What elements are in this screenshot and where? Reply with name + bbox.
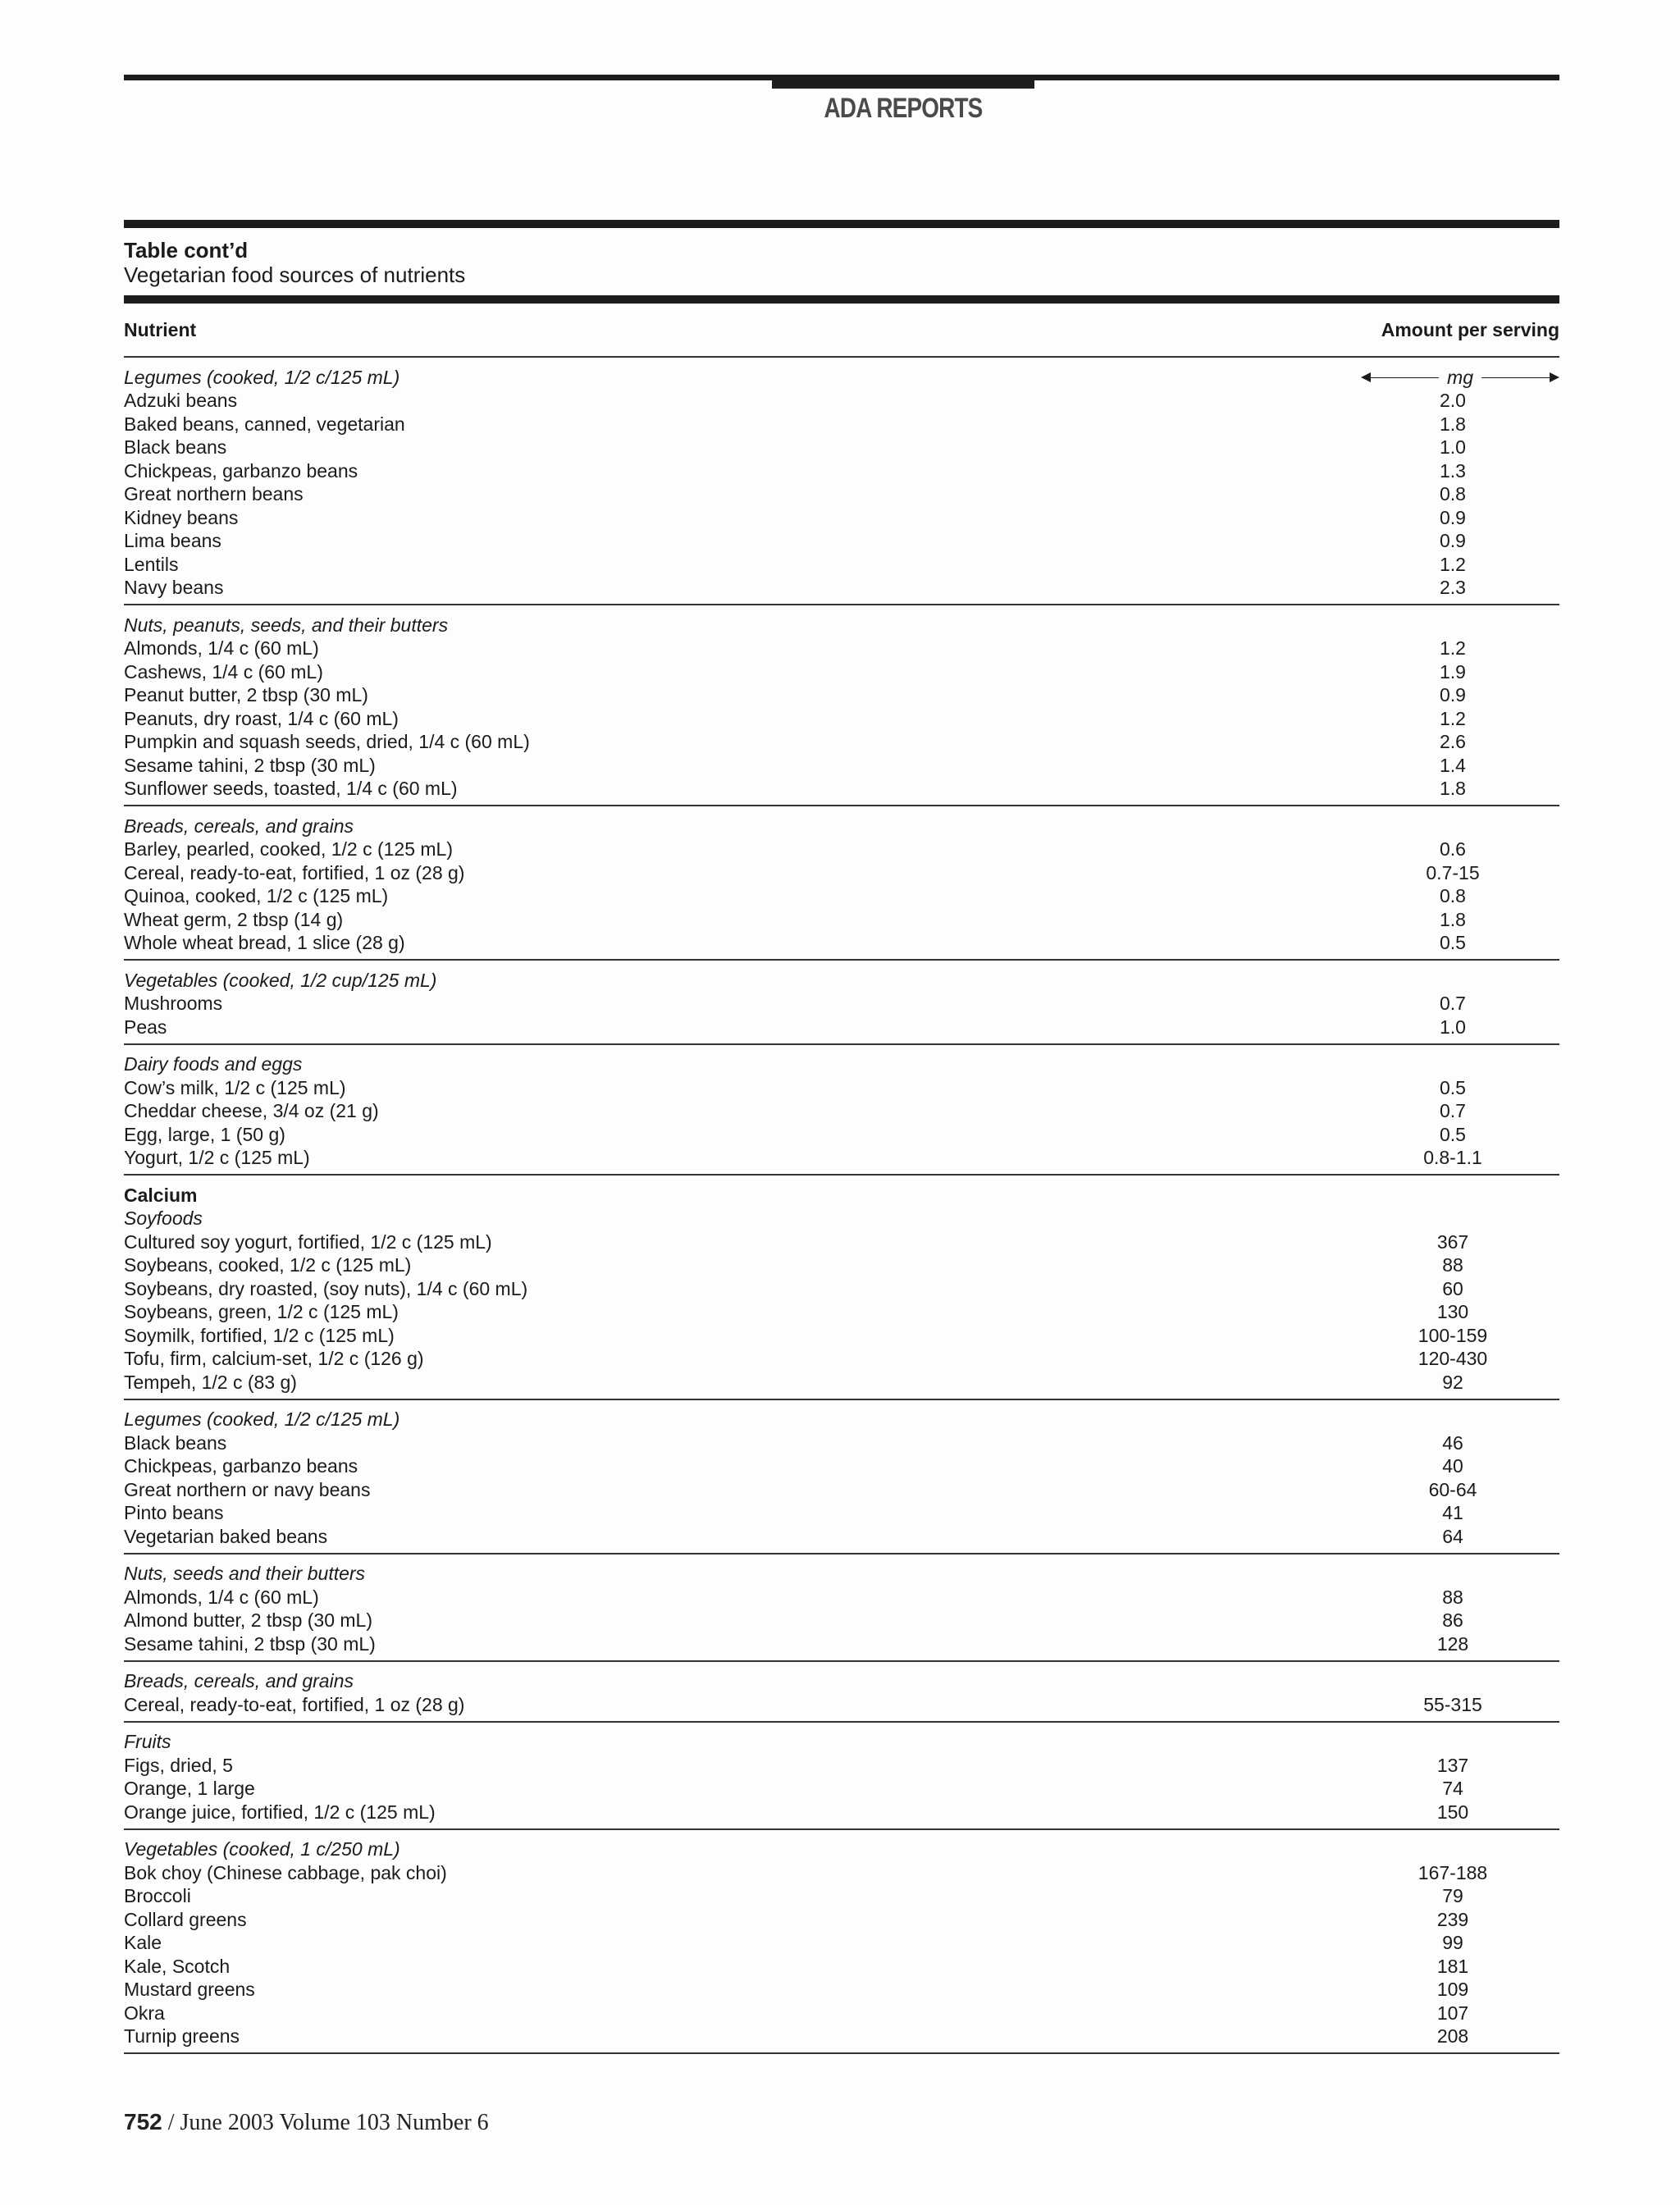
food-name: Orange, 1 large: [124, 1778, 255, 1800]
food-name: Sunflower seeds, toasted, 1/4 c (60 mL): [124, 778, 458, 800]
table-row: [124, 754, 1559, 778]
amount-value: 2.6: [1440, 731, 1466, 753]
amount-value: 0.7: [1440, 1100, 1466, 1122]
food-name: Almond butter, 2 tbsp (30 mL): [124, 1609, 372, 1632]
amount-value: 0.8: [1440, 483, 1466, 505]
food-name: Cereal, ready-to-eat, fortified, 1 oz (28 g): [124, 1693, 465, 1715]
column-header-amount: Amount per serving: [1381, 318, 1559, 340]
food-name: Vegetables (cooked, 1/2 cup/125 mL): [124, 969, 437, 991]
amount-value: 0.8-1.1: [1423, 1147, 1482, 1169]
food-name: Tofu, firm, calcium-set, 1/2 c (126 g): [124, 1348, 424, 1370]
table-row: [124, 731, 1559, 755]
table-row: [124, 1371, 1559, 1395]
food-name: Black beans: [124, 436, 227, 459]
table-row-group: [124, 1400, 1559, 1554]
table-section-heading: [124, 1053, 1559, 1077]
food-name: Breads, cereals, and grains: [124, 1670, 354, 1692]
amount-value: 0.6: [1440, 838, 1466, 861]
food-name: Nuts, peanuts, seeds, and their butters: [124, 614, 449, 636]
amount-value: 41: [1442, 1502, 1463, 1524]
amount-value: 40: [1442, 1455, 1463, 1477]
amount-value: 367: [1436, 1230, 1469, 1253]
food-name: Peanuts, dry roast, 1/4 c (60 mL): [124, 707, 399, 729]
table-section-heading: [124, 614, 1559, 637]
amount-value: 0.5: [1440, 932, 1466, 954]
food-name: Legumes (cooked, 1/2 c/125 mL): [124, 1408, 400, 1431]
table-row: [124, 1076, 1559, 1100]
food-name: Turnip greens: [124, 2025, 240, 2048]
amount-value: 74: [1442, 1778, 1463, 1800]
table-row: [124, 459, 1559, 483]
table-row: [124, 1693, 1559, 1717]
table-row: [124, 1147, 1559, 1171]
table-row-group: [124, 1176, 1559, 1400]
table-row: [124, 1754, 1559, 1778]
table-row-group: [124, 1662, 1559, 1723]
table-row-group: [124, 1045, 1559, 1176]
food-name: Okra: [124, 2002, 165, 2024]
amount-value: 0.7: [1440, 993, 1466, 1015]
table-row: [124, 778, 1559, 801]
arrow-left-icon: [1361, 372, 1439, 382]
food-name: Pumpkin and squash seeds, dried, 1/4 c (60 mL): [124, 731, 530, 753]
table-row: [124, 1861, 1559, 1885]
food-name: Baked beans, canned, vegetarian: [124, 413, 405, 435]
table-row: [124, 530, 1559, 554]
amount-value: 109: [1436, 1979, 1469, 2001]
food-name: Dairy foods and eggs: [124, 1053, 303, 1075]
food-name: Nuts, seeds and their butters: [124, 1563, 366, 1585]
food-name: Great northern beans: [124, 483, 304, 505]
table-row: [124, 2002, 1559, 2025]
amount-value: 130: [1436, 1301, 1469, 1323]
page-header: [124, 75, 1559, 124]
amount-value: 167-188: [1418, 1861, 1488, 1883]
amount-value: 0.5: [1440, 1123, 1466, 1145]
table-section-heading: [124, 1208, 1559, 1231]
food-name: Peanut butter, 2 tbsp (30 mL): [124, 684, 368, 706]
amount-value: 137: [1436, 1754, 1469, 1776]
food-name: Wheat germ, 2 tbsp (14 g): [124, 908, 344, 930]
unit-label: mg: [1447, 366, 1473, 388]
table-row: [124, 1932, 1559, 1956]
amount-value: 1.9: [1440, 660, 1466, 682]
food-name: Chickpeas, garbanzo beans: [124, 459, 358, 482]
table-row: [124, 1609, 1559, 1633]
table-row: [124, 707, 1559, 731]
table-row-group: [124, 1830, 1559, 2055]
food-name: Black beans: [124, 1431, 227, 1454]
amount-value: 46: [1442, 1431, 1463, 1454]
amount-value: 128: [1436, 1632, 1469, 1655]
food-name: Orange juice, fortified, 1/2 c (125 mL): [124, 1801, 436, 1823]
amount-value: 79: [1442, 1885, 1463, 1907]
food-name: Cereal, ready-to-eat, fortified, 1 oz (28 g): [124, 861, 465, 883]
table-row-group: [124, 1554, 1559, 1662]
food-name: Whole wheat bread, 1 slice (28 g): [124, 932, 405, 954]
table-row: [124, 1885, 1559, 1909]
table-section-heading: [124, 1408, 1559, 1432]
table-row: [124, 1301, 1559, 1325]
food-name: Calcium: [124, 1184, 198, 1206]
amount-value: 1.0: [1440, 436, 1466, 459]
table-caption: Vegetarian food sources of nutrients: [124, 262, 466, 287]
food-name: Cow’s milk, 1/2 c (125 mL): [124, 1076, 346, 1098]
table-row: [124, 1230, 1559, 1254]
header-tab: [772, 80, 1034, 89]
amount-value: 60-64: [1428, 1478, 1477, 1500]
table-row: [124, 2025, 1559, 2049]
table-row: [124, 684, 1559, 708]
amount-value: 1.2: [1440, 707, 1466, 729]
food-name: Mushrooms: [124, 993, 223, 1015]
table-label: Table cont’d: [124, 238, 249, 262]
amount-value: 1.2: [1440, 637, 1466, 660]
table-row: [124, 1100, 1559, 1124]
amount-value: 64: [1442, 1525, 1463, 1547]
amount-value: 60: [1442, 1277, 1463, 1299]
table-row-group: [124, 1723, 1559, 1830]
amount-value: 1.0: [1440, 1016, 1466, 1038]
table-caption-rule: [124, 295, 1559, 304]
food-name: Kale: [124, 1932, 162, 1954]
amount-value: 1.3: [1440, 459, 1466, 482]
table-top-rule: [124, 220, 1559, 228]
table-row: [124, 908, 1559, 932]
food-name: Broccoli: [124, 1885, 191, 1907]
table-body: [124, 358, 1559, 2054]
table-row: [124, 1254, 1559, 1278]
table-section-heading: [124, 815, 1559, 838]
food-name: Collard greens: [124, 1908, 247, 1930]
food-name: Adzuki beans: [124, 390, 238, 412]
amount-value: 1.8: [1440, 908, 1466, 930]
unit-indicator: [1346, 367, 1559, 389]
food-name: Barley, pearled, cooked, 1/2 c (125 mL): [124, 838, 454, 861]
food-name: Breads, cereals, and grains: [124, 815, 354, 837]
food-name: Mustard greens: [124, 1979, 255, 2001]
food-name: Soybeans, cooked, 1/2 c (125 mL): [124, 1254, 412, 1276]
column-header-row: [124, 304, 1559, 358]
table-row: [124, 390, 1559, 413]
table-row: [124, 1955, 1559, 1979]
table-row: [124, 577, 1559, 600]
amount-value: 120-430: [1418, 1348, 1488, 1370]
amount-value: 1.8: [1440, 413, 1466, 435]
food-name: Pinto beans: [124, 1502, 224, 1524]
table-row: [124, 1348, 1559, 1372]
page-number: 752: [124, 2109, 162, 2134]
food-name: Peas: [124, 1016, 167, 1038]
food-name: Vegetarian baked beans: [124, 1525, 328, 1547]
food-name: Kidney beans: [124, 506, 239, 528]
amount-value: 100-159: [1418, 1324, 1488, 1346]
amount-value: 181: [1436, 1955, 1469, 1977]
food-name: Kale, Scotch: [124, 1955, 231, 1977]
table-row: [124, 932, 1559, 956]
food-name: Almonds, 1/4 c (60 mL): [124, 1586, 319, 1608]
table-row: [124, 1277, 1559, 1301]
amount-value: 88: [1442, 1586, 1463, 1608]
food-name: Navy beans: [124, 577, 224, 599]
amount-value: 0.7-15: [1426, 861, 1480, 883]
amount-value: 239: [1436, 1908, 1469, 1930]
amount-value: 1.4: [1440, 754, 1466, 776]
food-name: Almonds, 1/4 c (60 mL): [124, 637, 319, 660]
journal-citation: / June 2003 Volume 103 Number 6: [162, 2110, 489, 2135]
food-name: Yogurt, 1/2 c (125 mL): [124, 1147, 310, 1169]
amount-value: 0.9: [1440, 530, 1466, 552]
food-name: Lima beans: [124, 530, 221, 552]
table-row: [124, 993, 1559, 1016]
table-section-heading: [124, 1184, 1559, 1208]
table-row-group: [124, 806, 1559, 961]
food-name: Cashews, 1/4 c (60 mL): [124, 660, 323, 682]
table-row: [124, 1431, 1559, 1455]
amount-value: 0.9: [1440, 506, 1466, 528]
table-row-group: [124, 358, 1559, 605]
table-row: [124, 861, 1559, 885]
food-name: Chickpeas, garbanzo beans: [124, 1455, 358, 1477]
food-name: Great northern or navy beans: [124, 1478, 371, 1500]
table-section-heading: [124, 1670, 1559, 1694]
table-row: [124, 885, 1559, 909]
food-name: Soymilk, fortified, 1/2 c (125 mL): [124, 1324, 395, 1346]
table-row: [124, 1979, 1559, 2002]
amount-value: 86: [1442, 1609, 1463, 1632]
table-row: [124, 1123, 1559, 1147]
nutrient-table: [124, 220, 1559, 2054]
table-row: [124, 506, 1559, 530]
table-row: [124, 436, 1559, 460]
table-row: [124, 1778, 1559, 1801]
amount-value: 150: [1436, 1801, 1469, 1823]
table-row: [124, 1908, 1559, 1932]
food-name: Quinoa, cooked, 1/2 c (125 mL): [124, 885, 389, 907]
page-footer: [124, 2109, 489, 2136]
food-name: Fruits: [124, 1731, 171, 1753]
table-row: [124, 1016, 1559, 1039]
table-section-heading: [124, 1838, 1559, 1862]
food-name: Bok choy (Chinese cabbage, pak choi): [124, 1861, 447, 1883]
table-row: [124, 660, 1559, 684]
food-name: Tempeh, 1/2 c (83 g): [124, 1371, 297, 1393]
amount-value: 55-315: [1423, 1693, 1482, 1715]
table-row: [124, 1586, 1559, 1609]
amount-value: 208: [1436, 2025, 1469, 2048]
amount-value: 1.2: [1440, 553, 1466, 575]
food-name: Sesame tahini, 2 tbsp (30 mL): [124, 754, 376, 776]
food-name: Soyfoods: [124, 1208, 203, 1230]
table-row: [124, 413, 1559, 436]
table-row: [124, 838, 1559, 862]
food-name: Soybeans, dry roasted, (soy nuts), 1/4 c (60 mL): [124, 1277, 528, 1299]
food-name: Lentils: [124, 553, 179, 575]
food-name: Figs, dried, 5: [124, 1754, 233, 1776]
food-name: Vegetables (cooked, 1 c/250 mL): [124, 1838, 400, 1860]
column-header-nutrient: Nutrient: [124, 318, 197, 340]
table-row-group: [124, 961, 1559, 1045]
table-row: [124, 483, 1559, 507]
table-section-heading: [124, 1563, 1559, 1586]
table-section-heading: [124, 1731, 1559, 1755]
amount-value: 0.8: [1440, 885, 1466, 907]
amount-value: 0.5: [1440, 1076, 1466, 1098]
food-name: Sesame tahini, 2 tbsp (30 mL): [124, 1632, 376, 1655]
amount-value: 0.9: [1440, 684, 1466, 706]
table-row: [124, 1632, 1559, 1656]
header-rule: [124, 75, 1559, 80]
amount-value: 1.8: [1440, 778, 1466, 800]
table-row: [124, 637, 1559, 661]
arrow-right-icon: [1481, 372, 1559, 382]
food-name: Egg, large, 1 (50 g): [124, 1123, 285, 1145]
table-row: [124, 1455, 1559, 1479]
amount-value: 2.0: [1440, 390, 1466, 412]
table-section-heading: [124, 969, 1559, 993]
amount-value: 99: [1442, 1932, 1463, 1954]
food-name: Cultured soy yogurt, fortified, 1/2 c (125 mL): [124, 1230, 492, 1253]
table-row: [124, 1502, 1559, 1526]
table-row: [124, 1324, 1559, 1348]
section-title: ADA REPORTS: [824, 93, 983, 124]
table-row: [124, 553, 1559, 577]
amount-value: 2.3: [1440, 577, 1466, 599]
food-name: Cheddar cheese, 3/4 oz (21 g): [124, 1100, 379, 1122]
amount-value: 88: [1442, 1254, 1463, 1276]
food-name: Soybeans, green, 1/2 c (125 mL): [124, 1301, 399, 1323]
amount-value: 107: [1436, 2002, 1469, 2024]
table-row: [124, 1478, 1559, 1502]
amount-value: 92: [1442, 1371, 1463, 1393]
table-row-group: [124, 605, 1559, 806]
table-row: [124, 1525, 1559, 1549]
table-section-heading: [124, 366, 1559, 390]
food-name: Legumes (cooked, 1/2 c/125 mL): [124, 366, 400, 388]
table-row: [124, 1801, 1559, 1824]
